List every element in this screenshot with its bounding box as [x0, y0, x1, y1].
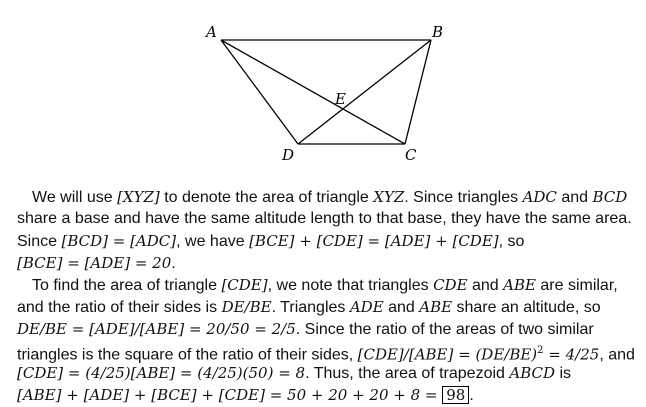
- math-run: BCD: [592, 188, 628, 206]
- text-run: is: [555, 365, 572, 382]
- solution-p2-line1: [17, 274, 642, 296]
- vertex-label-c: C: [405, 146, 417, 164]
- text-run: share an altitude, so: [452, 299, 601, 316]
- text-run: are similar,: [535, 277, 618, 294]
- solution-p1-line4: [17, 252, 642, 274]
- text-run: , so: [498, 233, 525, 250]
- trapezoid-figure: [0, 0, 646, 175]
- solution-p1-line1: [17, 186, 642, 208]
- solution-p1-line3: [17, 230, 642, 252]
- text-run: to denote the area of triangle: [159, 189, 374, 206]
- vertex-label-a: A: [206, 23, 217, 41]
- math-run: [BCE] + [CDE] = [ADE] + [CDE]: [249, 232, 499, 250]
- text-run: and: [383, 299, 420, 316]
- text-run: . Since the ratio of the areas of two similar: [295, 321, 594, 338]
- text-run: We will use: [32, 189, 118, 206]
- math-run: ABCD: [509, 364, 556, 382]
- text-run: . Thus, the area of trapezoid: [305, 365, 510, 382]
- answer-box: 98: [442, 386, 469, 404]
- math-run: ABE: [419, 298, 453, 316]
- text-run: . Triangles: [271, 299, 350, 316]
- text-run: To find the area of triangle: [32, 277, 222, 294]
- math-run: ADC: [522, 188, 557, 206]
- math-run: CDE: [433, 276, 468, 294]
- math-run: [BCD] = [ADC]: [61, 232, 177, 250]
- solution-text: [17, 186, 642, 406]
- exponent: 2: [537, 345, 544, 356]
- text-run: Since: [17, 233, 62, 250]
- side-da: [221, 40, 298, 144]
- math-run: DE/BE: [221, 298, 272, 316]
- solution-p2-line3: [17, 318, 642, 340]
- math-run: [ABE] + [ADE] + [BCE] + [CDE] = 50 + 20 + 20 + 8 =: [17, 386, 443, 404]
- text-run: and: [467, 277, 504, 294]
- math-run: DE/BE = [ADE]/[ABE] = 20/50 = 2/5: [17, 320, 296, 338]
- math-run: = 4/25: [543, 345, 600, 364]
- text-run: share a base and have the same altitude length to that base, they have the same area.: [17, 210, 632, 227]
- solution-p2-line6: [17, 384, 642, 406]
- math-run: ABE: [503, 276, 536, 294]
- solution-p1-line2: [17, 208, 642, 230]
- text-run: , we note that triangles: [267, 277, 434, 294]
- math-run: XYZ: [373, 188, 405, 206]
- math-run: [CDE]/[ABE] = (DE/BE): [357, 345, 538, 364]
- text-run: .: [469, 387, 474, 404]
- text-run: .: [171, 255, 176, 272]
- diagonal-bd: [298, 40, 431, 144]
- side-bc: [405, 40, 431, 144]
- text-run: triangles is the square of the ratio of their sides,: [17, 346, 358, 364]
- vertex-label-b: B: [432, 23, 444, 41]
- text-run: and: [556, 189, 593, 206]
- text-run: , we have: [176, 233, 250, 250]
- math-run: ADE: [349, 298, 384, 316]
- text-run: . Since triangles: [404, 189, 523, 206]
- math-run: [BCE] = [ADE] = 20: [17, 254, 172, 272]
- diagonal-ac: [221, 40, 405, 144]
- solution-p2-line2: [17, 296, 642, 318]
- solution-p2-line4: [17, 340, 642, 362]
- math-run: [CDE]: [221, 276, 268, 294]
- vertex-label-d: D: [282, 146, 295, 164]
- text-run: , and: [599, 346, 635, 364]
- math-run: [CDE] = (4/25)[ABE] = (4/25)(50) = 8: [17, 364, 306, 382]
- text-run: and the ratio of their sides is: [17, 299, 222, 316]
- math-run: [XYZ]: [117, 188, 160, 206]
- solution-p2-line5: [17, 362, 642, 384]
- vertex-label-e: E: [335, 90, 346, 108]
